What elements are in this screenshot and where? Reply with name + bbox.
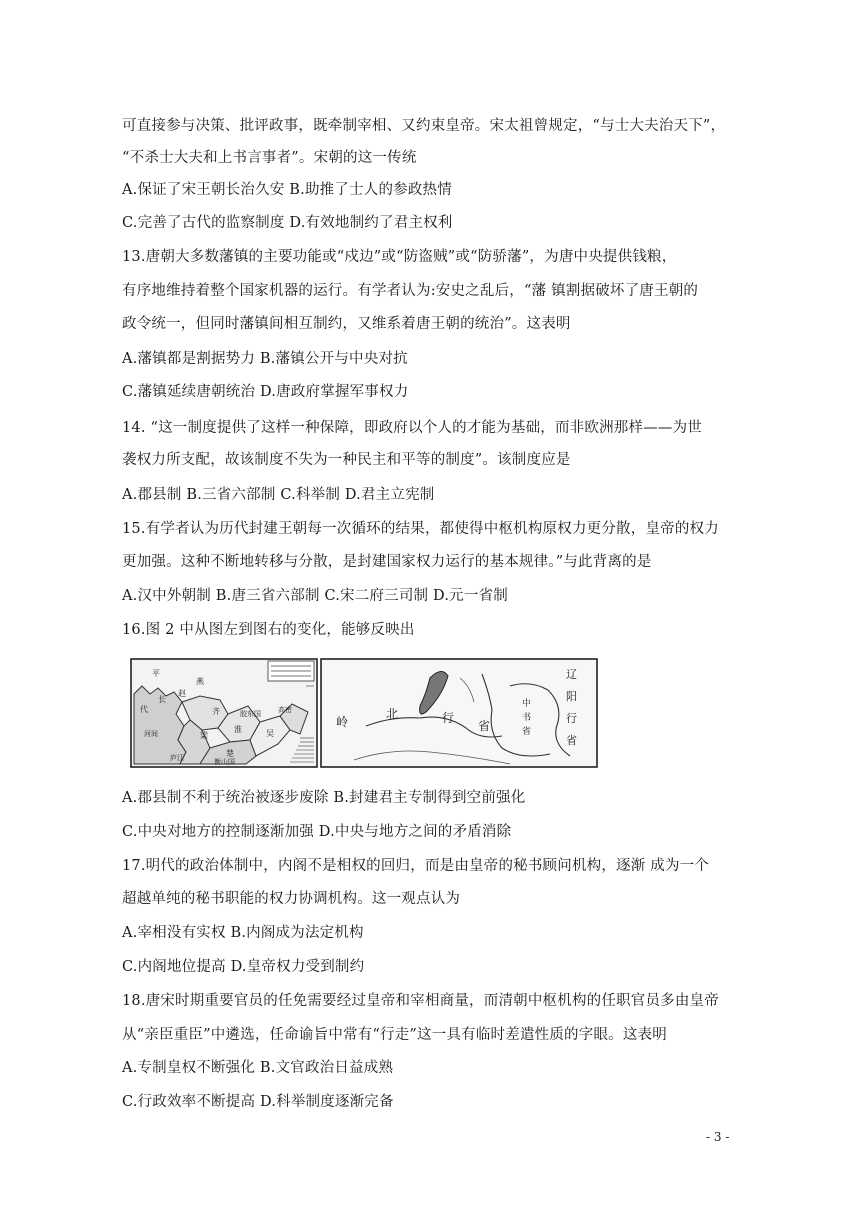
right-map-label: 书: [522, 713, 532, 723]
q13-stem-line-3: 政令统一，但同时藩镇间相互制约，又维系着唐王朝的统治”。这表明: [122, 316, 571, 332]
left-map-label: 代: [140, 705, 148, 714]
left-map-label: 庐江: [170, 754, 184, 762]
q15-stem-line-1: 15.有学者认为历代封建王朝每一次循环的结果，都使得中枢机构原权力更分散，皇帝的权力: [122, 521, 719, 537]
q17-stem-line-2: 超越单纯的秘书职能的权力协调机构。这一观点认为: [122, 891, 461, 907]
right-map-label: 中: [522, 699, 532, 709]
q14-stem-line-1: 14. “这一制度提供了这样一种保障，即政府以个人的才能为基础，而非欧洲那样——为世: [122, 420, 702, 436]
left-map-label: 长: [158, 695, 166, 704]
right-map-label: 北: [386, 707, 399, 721]
q18-stem-line-2: 从“亲臣重臣”中遴选，任命谕旨中常有“行走”这一具有临时差遣性质的字眼。这表明: [122, 1027, 667, 1043]
q15-options: A.汉中外朝制 B.唐三省六部制 C.宋二府三司制 D.元一省制: [122, 588, 508, 604]
q12-options-ab: A.保证了宋王朝长治久安 B.助推了士人的参政热情: [122, 182, 452, 198]
right-map-label: 省: [566, 734, 577, 747]
figure-2-svg: [130, 656, 600, 772]
q13-options-cd: C.藩镇延续唐朝统治 D.唐政府掌握军事权力: [122, 384, 409, 400]
q15-stem-line-2: 更加强。这种不断地转移与分散，是封建国家权力运行的基本规律。”与此背离的是: [122, 554, 652, 570]
right-map-label: 行: [566, 712, 577, 725]
right-map-label: 阳: [566, 690, 577, 703]
left-map-label: 齐: [212, 707, 220, 716]
left-map-label: 胶东国: [240, 710, 261, 718]
figure-2-maps: [130, 656, 600, 776]
q13-stem-line-1: 13.唐朝大多数藩镇的主要功能或“戍边”或“防盗贼”或“防骄藩”，为唐中央提供钱粮，: [122, 249, 677, 265]
right-map-label: 省: [522, 727, 532, 737]
left-map-label: 河间: [144, 730, 158, 738]
q16-stem: 16.图 2 中从图左到图右的变化，能够反映出: [122, 622, 415, 638]
q12-stem-line-1: 可直接参与决策、批评政事，既牵制宰相、又约束皇帝。宋太祖曾规定，“与士大夫治天下”，: [122, 118, 726, 134]
left-map-label: 赵: [178, 689, 186, 698]
left-map-label: 平: [152, 669, 160, 678]
right-map: [321, 659, 597, 767]
q13-stem-line-2: 有序地维持着整个国家机器的运行。有学者认为:安史之乱后，“藩 镇割据破坏了唐王朝的: [122, 283, 699, 299]
right-map-label: 岭: [336, 715, 349, 729]
q18-stem-line-1: 18.唐宋时期重要官员的任免需要经过皇帝和宰相商量，而清朝中枢机构的任职官员多由皇帝: [122, 993, 719, 1009]
right-map-label: 省: [478, 719, 491, 733]
q18-options-ab: A.专制皇权不断强化 B.文官政治日益成熟: [122, 1060, 394, 1076]
left-map-label: 高密: [278, 706, 292, 714]
left-map-label: 楚: [226, 749, 234, 758]
q12-stem-line-2: “不杀士大夫和上书言事者”。宋朝的这一传统: [122, 150, 417, 166]
left-map-label: 梁: [200, 731, 208, 740]
q13-options-ab: A.藩镇都是割据势力 B.藩镇公开与中央对抗: [122, 351, 408, 367]
q17-options-ab: A.宰相没有实权 B.内阁成为法定机构: [122, 925, 364, 941]
q12-options-cd: C.完善了古代的监察制度 D.有效地制约了君主权利: [122, 215, 453, 231]
left-map-label: 衡山国: [214, 758, 235, 766]
left-map-label: 吴: [266, 729, 274, 738]
q17-options-cd: C.内阁地位提高 D.皇帝权力受到制约: [122, 959, 365, 975]
right-map-label: 行: [442, 711, 455, 725]
q17-stem-line-1: 17.明代的政治体制中，内阁不是相权的回归，而是由皇帝的秘书顾问机构，逐渐 成为一个: [122, 858, 710, 874]
q14-stem-line-2: 袭权力所支配，故该制度不失为一种民主和平等的制度”。该制度应是: [122, 452, 571, 468]
q16-options-cd: C.中央对地方的控制逐渐加强 D.中央与地方之间的矛盾消除: [122, 824, 512, 840]
q18-options-cd: C.行政效率不断提高 D.科举制度逐渐完备: [122, 1094, 394, 1110]
q14-options: A.郡县制 B.三省六部制 C.科举制 D.君主立宪制: [122, 487, 435, 503]
left-map-label: 淮: [234, 725, 242, 734]
right-map-label: 辽: [566, 668, 577, 681]
page-number: - 3 -: [706, 1130, 730, 1144]
left-map: [131, 659, 317, 767]
q16-options-ab: A.郡县制不利于统治被逐步废除 B.封建君主专制得到空前强化: [122, 790, 526, 806]
left-map-label: 燕: [196, 677, 204, 686]
